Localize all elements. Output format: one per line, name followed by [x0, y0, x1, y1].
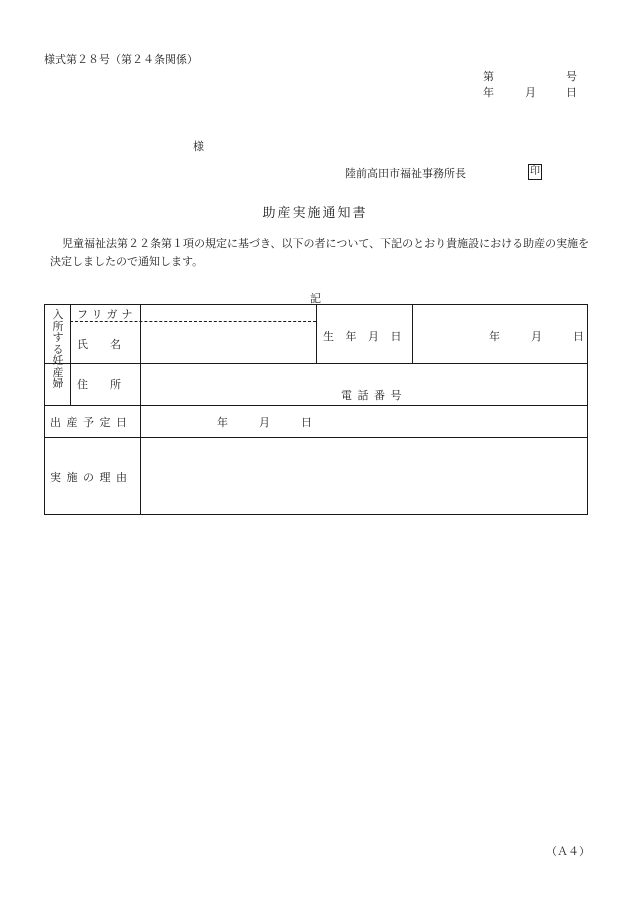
paper-size-note: （Ａ４） — [546, 845, 590, 858]
form-code: 様式第２８号（第２４条関係） — [44, 53, 198, 66]
due-day: 日 — [301, 416, 312, 429]
reason-label: 実 施 の 理 由 — [50, 471, 128, 484]
addressee-suffix: 様 — [193, 140, 204, 153]
col-line-birth-label — [316, 305, 317, 363]
birth-month: 月 — [531, 330, 542, 343]
due-date-label: 出 産 予 定 日 — [50, 416, 128, 429]
row-line-address-due — [45, 405, 588, 406]
sender-office: 陸前高田市福祉事務所長 — [345, 167, 466, 180]
document-title: 助産実施通知書 — [262, 206, 368, 221]
furigana-label: フリガナ — [77, 308, 137, 321]
col-line-label — [140, 305, 141, 514]
col-line-birth-value — [412, 305, 413, 363]
ki-heading: 記 — [310, 292, 321, 305]
number-prefix: 第 — [483, 70, 494, 83]
row-line-name-address — [45, 363, 588, 364]
number-suffix: 号 — [566, 70, 577, 83]
birth-date-label: 生 年 月 日 — [323, 330, 406, 343]
furigana-value[interactable] — [145, 306, 311, 320]
col-line-group — [70, 305, 71, 405]
due-year: 年 — [217, 416, 228, 429]
details-table — [44, 304, 588, 515]
body-text: 児童福祉法第２２条第１項の規定に基づき、以下の者について、下記のとおり貴施設における助産の実施を決定しましたので通知します。 — [50, 237, 590, 268]
birth-year: 年 — [489, 330, 500, 343]
phone-label: 電 話 番 号 — [341, 389, 403, 402]
seal-box: 印 — [528, 164, 542, 180]
address-value[interactable] — [145, 367, 581, 401]
issue-month: 月 — [525, 86, 536, 99]
reason-value[interactable] — [145, 442, 581, 510]
address-label: 住 所 — [77, 378, 121, 391]
pregnant-woman-group-label: 入 所 す る 妊 産 婦 — [52, 308, 64, 390]
name-label: 氏 名 — [77, 338, 121, 351]
due-month: 月 — [259, 416, 270, 429]
birth-day: 日 — [573, 330, 584, 343]
row-line-due-reason — [45, 437, 588, 438]
issue-day: 日 — [566, 86, 577, 99]
name-value[interactable] — [145, 325, 311, 359]
issue-year: 年 — [483, 86, 494, 99]
